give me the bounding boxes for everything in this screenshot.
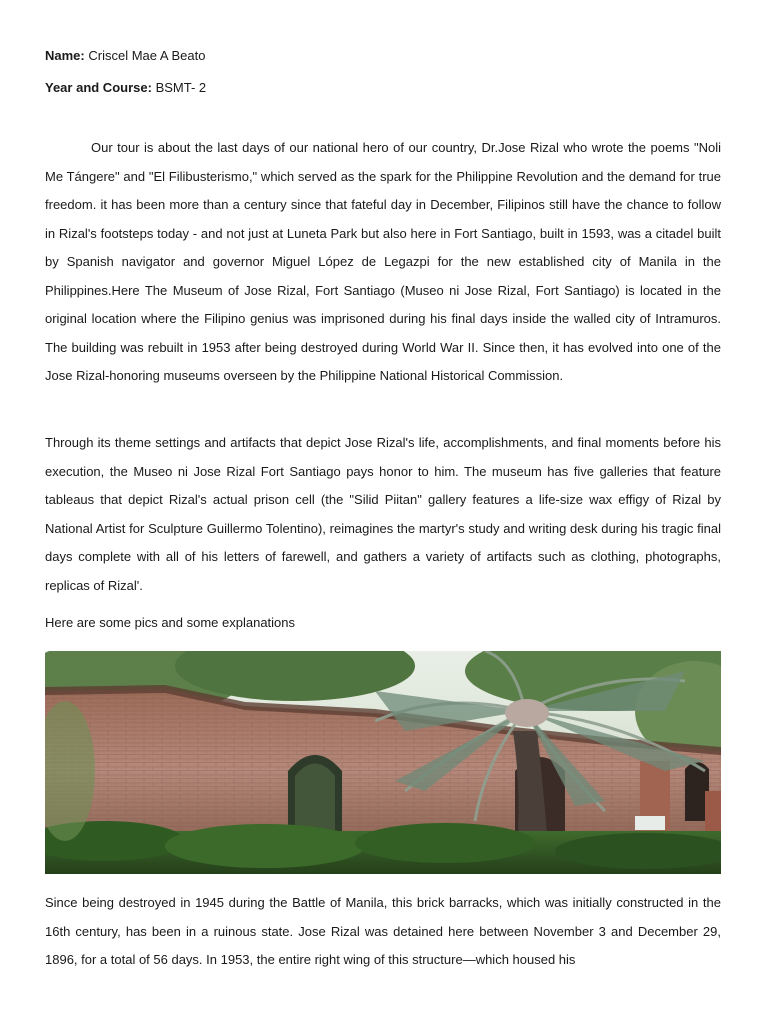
- course-value: BSMT- 2: [155, 80, 207, 95]
- pics-intro-line: Here are some pics and some explanations: [45, 615, 296, 630]
- name-value: Criscel Mae A Beato: [88, 48, 206, 63]
- paragraph-intro: Our tour is about the last days of our national hero of our country, Dr.Jose Rizal who wrote the poems "Noli Me Tángere" and "El Filibusterismo," which served as the spark for the Philippine Revolution and the demand for true freedom. it has been more than a century since that fateful day in December, Filipinos still have the chance to follow in Rizal's footsteps today - and not just at Luneta Park but also here in Fort Santiago, built in 1593, was a citadel built by Spanish navigator and governor Miguel López de Legazpi for the new established city of Manila in the Philippines.Here The Museum of Jose Rizal, Fort Santiago (Museo ni Jose Rizal, Fort Santiago) is located in the original location where the Filipino genius was imprisoned during his final days inside the walled city of Intramuros. The building was rebuilt in 1953 after being destroyed during World War II. Since then, it has evolved into one of the Jose Rizal-honoring museums overseen by the Philippine National Historical Commission.: [45, 140, 721, 383]
- name-label: Name:: [45, 48, 85, 63]
- barracks-photo: [45, 651, 721, 874]
- paragraph-barracks: Since being destroyed in 1945 during the Battle of Manila, this brick barracks, which was initially constructed in the 16th century, has been in a ruinous state. Jose Rizal was detained here between November 3 and December 29, 1896, for a total of 56 days. In 1953, the entire right wing of this structure—which housed his: [45, 895, 721, 967]
- name-field: [45, 48, 205, 64]
- paragraph-museum: Through its theme settings and artifacts that depict Jose Rizal's life, accomplishments, and final moments before his execution, the Museo ni Jose Rizal Fort Santiago pays honor to him. The museum has five galleries that feature tableaus that depict Rizal's actual prison cell (the "Silid Piitan" gallery features a life-size wax effigy of Rizal by National Artist for Sculpture Guillermo Tolentino), reimagines the martyr's study and writing desk during his tragic final days complete with all of his letters of farewell, and gathers a variety of artifacts such as clothing, photographs, replicas of Rizal'.: [45, 435, 721, 593]
- course-label: Year and Course:: [45, 80, 152, 95]
- course-field: [45, 80, 206, 96]
